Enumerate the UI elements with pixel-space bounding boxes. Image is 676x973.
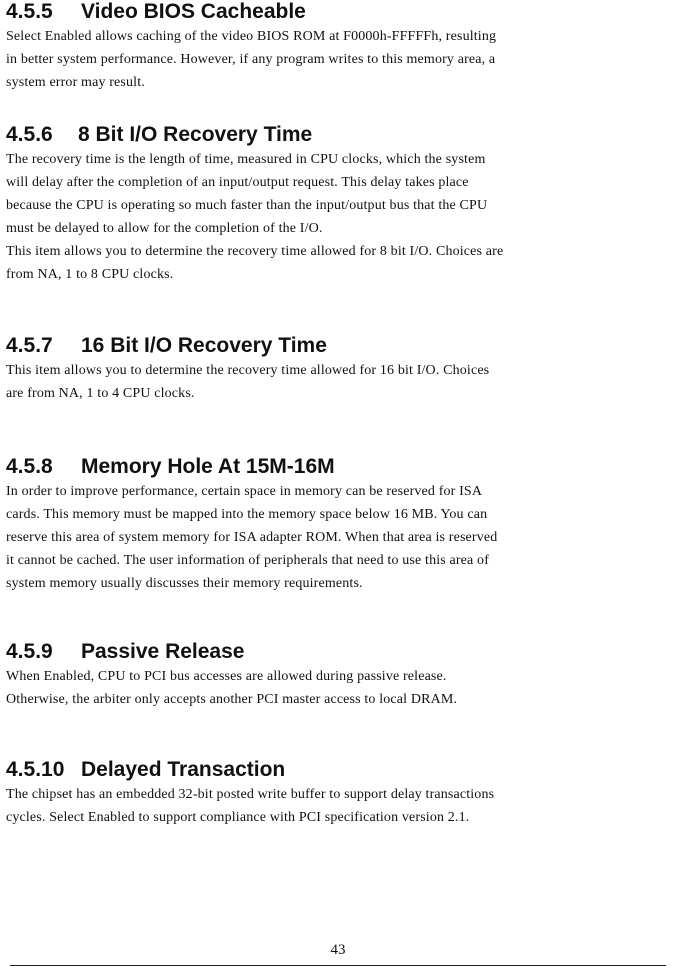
body-line: from NA, 1 to 8 CPU clocks. <box>6 267 174 282</box>
section-memory-hole <box>6 455 666 595</box>
body-line: system memory usually discusses their memory requirements. <box>6 576 363 591</box>
body-line: system error may result. <box>6 75 145 90</box>
body-line: Select Enabled allows caching of the video BIOS ROM at F0000h-FFFFFh, resulting <box>6 29 497 44</box>
section-passive-release <box>6 640 666 711</box>
section-title: Video BIOS Cacheable <box>81 0 306 23</box>
body-line: are from NA, 1 to 4 CPU clocks. <box>6 386 195 401</box>
section-video-bios-cacheable <box>6 0 666 94</box>
body-line: reserve this area of system memory for ISA adapter ROM. When that area is reserved <box>6 530 498 545</box>
section-heading <box>6 758 666 782</box>
section-number: 4.5.9 <box>6 640 53 663</box>
section-heading <box>6 640 666 664</box>
section-number: 4.5.10 <box>6 758 65 781</box>
body-line: will delay after the completion of an input/output request. This delay takes place <box>6 175 469 190</box>
body-line: because the CPU is operating so much faster than the input/output bus that the CPU <box>6 198 488 213</box>
page-number: 43 <box>330 942 346 958</box>
section-heading <box>6 123 666 147</box>
section-title: Memory Hole At 15M-16M <box>81 455 335 478</box>
section-number: 4.5.7 <box>6 334 53 357</box>
body-line: The recovery time is the length of time, measured in CPU clocks, which the system <box>6 152 486 167</box>
body-line: When Enabled, CPU to PCI bus accesses are allowed during passive release. <box>6 669 447 684</box>
section-title: Delayed Transaction <box>81 758 286 781</box>
body-line: The chipset has an embedded 32-bit posted write buffer to support delay transactions <box>6 787 495 802</box>
body-line: Otherwise, the arbiter only accepts another PCI master access to local DRAM. <box>6 692 458 707</box>
section-body <box>6 148 666 286</box>
body-line: in better system performance. However, if any program writes to this memory area, a <box>6 52 496 67</box>
body-line: cards. This memory must be mapped into the memory space below 16 MB. You can <box>6 507 488 522</box>
section-heading <box>6 455 666 479</box>
section-title: 8 Bit I/O Recovery Time <box>78 123 313 146</box>
body-line: This item allows you to determine the recovery time allowed for 8 bit I/O. Choices are <box>6 244 504 259</box>
body-line: must be delayed to allow for the completion of the I/O. <box>6 221 323 236</box>
section-8-bit-io-recovery-time <box>6 123 666 286</box>
body-line: it cannot be cached. The user information of peripherals that need to use this area of <box>6 553 490 568</box>
section-body <box>6 480 666 595</box>
section-body <box>6 359 666 405</box>
section-heading <box>6 0 666 24</box>
body-line: In order to improve performance, certain space in memory can be reserved for ISA <box>6 484 483 499</box>
body-line: This item allows you to determine the recovery time allowed for 16 bit I/O. Choices <box>6 363 490 378</box>
body-line: cycles. Select Enabled to support compliance with PCI specification version 2.1. <box>6 810 470 825</box>
section-number: 4.5.5 <box>6 0 53 23</box>
footer-divider <box>10 965 666 966</box>
section-body <box>6 25 666 94</box>
section-body <box>6 783 666 829</box>
section-number: 4.5.8 <box>6 455 53 478</box>
section-title: Passive Release <box>81 640 245 663</box>
section-title: 16 Bit I/O Recovery Time <box>81 334 327 357</box>
section-16-bit-io-recovery-time <box>6 334 666 405</box>
section-heading <box>6 334 666 358</box>
section-delayed-transaction <box>6 758 666 829</box>
section-body <box>6 665 666 711</box>
section-number: 4.5.6 <box>6 123 53 146</box>
